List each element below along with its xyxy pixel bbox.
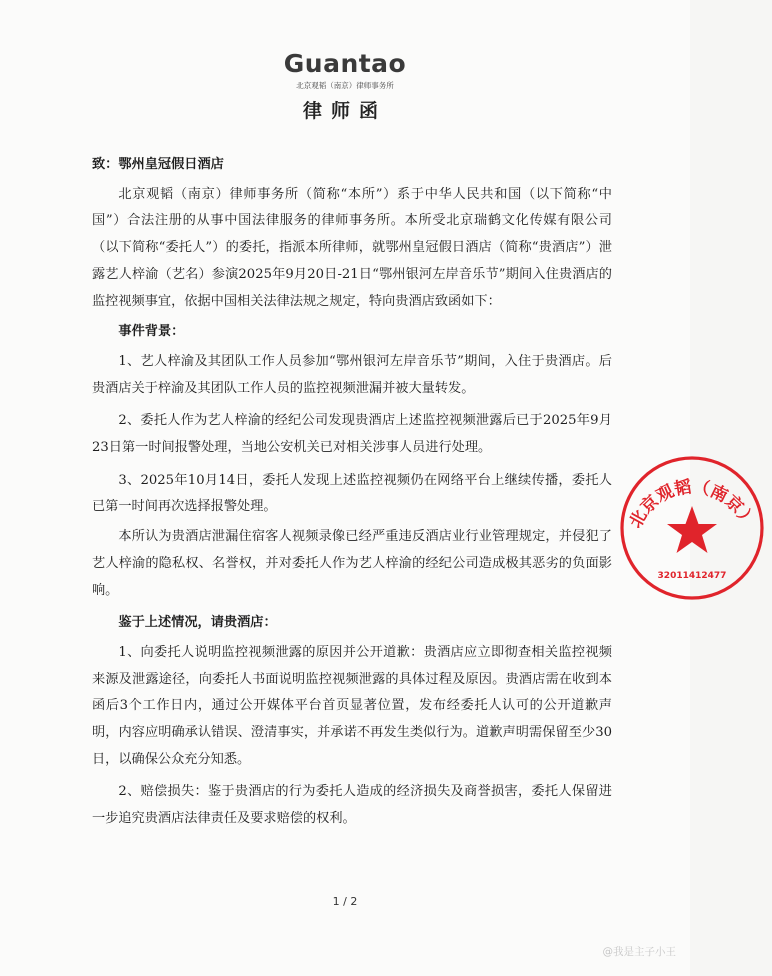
- seal-number: 32011412477: [657, 571, 727, 581]
- watermark: @我是主子小王: [602, 946, 676, 958]
- intro-paragraph: 北京观韬（南京）律师事务所（简称“本所”）系于中华人民共和国（以下简称“中国”）合法注册的从事中国法律服务的律师事务所。本所受北京瑞鹤文化传媒有限公司（以下简称“委托人”）的委托，指派本所律师，就鄂州皇冠假日酒店（简称“贵酒店”）泄露艺人梓渝（艺名）参演2025年9月20日-21日“鄂州银河左岸音乐节”期间入住贵酒店的监控视频事宜，依据中国相关法律法规之规定，特向贵酒店致函如下：: [92, 186, 612, 309]
- request-heading: 鉴于上述情况，请贵酒店：: [118, 615, 277, 631]
- opinion-paragraph: 本所认为贵酒店泄漏住宿客人视频录像已经严重违反酒店业行业管理规定，并侵犯了艺人梓渝的隐私权、名誉权，并对委托人作为艺人梓渝的经纪公司造成极其恶劣的负面影响。: [92, 529, 612, 598]
- seal-text: 北京观韬（南京）: [625, 477, 759, 532]
- addressee: 致：鄂州皇冠假日酒店: [92, 157, 224, 172]
- logo-wordmark: Guantao: [283, 49, 407, 78]
- request-item-2: 2、赔偿损失：鉴于贵酒店的行为委托人造成的经济损失及商誉损害，委托人保留进一步追究贵酒店法律责任及要求赔偿的权利。: [92, 784, 612, 827]
- background-item-2: 2、委托人作为艺人梓渝的经纪公司发现贵酒店上述监控视频泄露后已于2025年9月23日第一时间报警处理，当地公安机关已对相关涉事人员进行处理。: [92, 413, 612, 456]
- background-item-1: 1、艺人梓渝及其团队工作人员参加“鄂州银河左岸音乐节”期间，入住于贵酒店。后贵酒店关于梓渝及其团队工作人员的监控视频泄漏并被大量转发。: [92, 353, 612, 396]
- seal-star-icon: [667, 506, 717, 553]
- logo-firm-name: 北京观韬（南京）律师事务所: [296, 81, 394, 90]
- letterhead-logo: [0, 50, 690, 91]
- page-number: 1 / 2: [332, 895, 358, 908]
- background-heading: 事件背景：: [118, 324, 185, 340]
- document-title: 律师函: [302, 100, 387, 122]
- letter-body: [92, 152, 612, 833]
- law-firm-seal: [612, 448, 772, 608]
- background-item-3: 3、2025年10月14日，委托人发现上述监控视频仍在网络平台上继续传播，委托人已第一时间再次选择报警处理。: [92, 472, 612, 515]
- request-item-1: 1、向委托人说明监控视频泄露的原因并公开道歉：贵酒店应立即彻查相关监控视频来源及泄露途径，向委托人书面说明监控视频泄露的具体过程及原因。贵酒店需在收到本函后3个工作日内，通过公开媒体平台首页显著位置，发布经委托人认可的公开道歉声明，内容应明确承认错误、澄清事实，并承诺不再发生类似行为。道歉声明需保留至少30日，以确保公众充分知悉。: [92, 644, 612, 767]
